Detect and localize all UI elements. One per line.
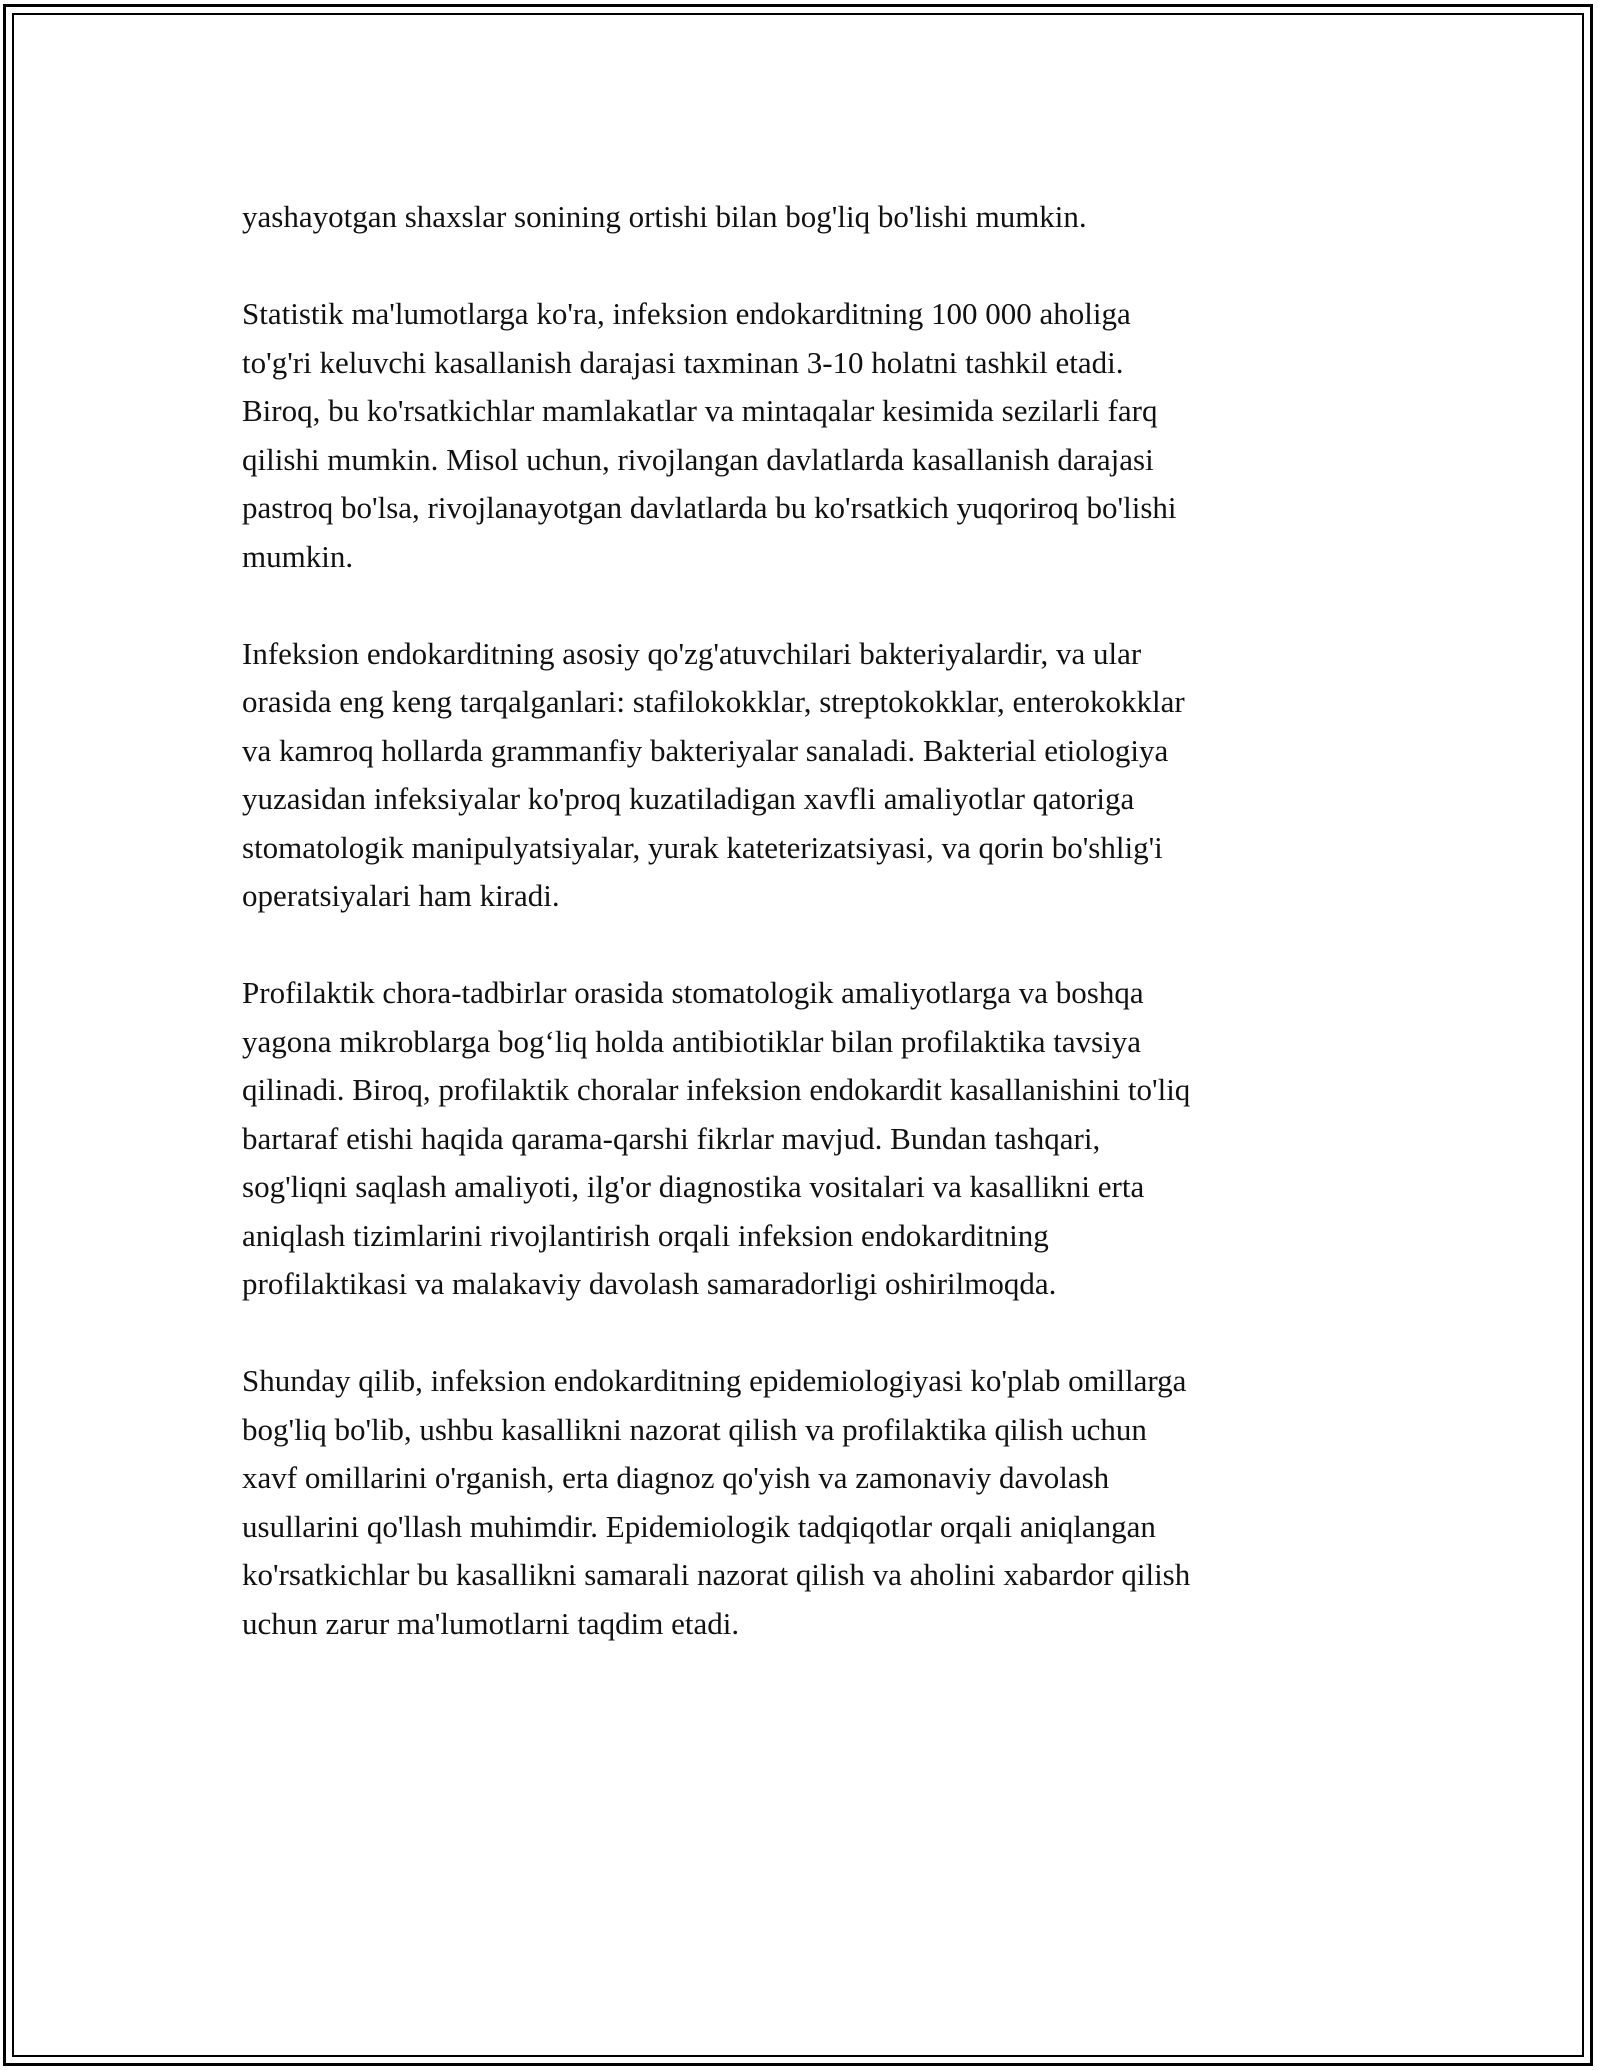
paragraph-5: Shunday qilib, infeksion endokarditning epidemiologiyasi ko'plab omillarga bog'liq bo'lib, ushbu kasallikni nazorat qilish va profilaktika qilish uchun xavf omillarini o'rganish, erta diagnoz qo'yish va zamonaviy davolash usullarini qo'llash muhimdir. Epidemiologik tadqiqotlar orqali aniqlangan ko'rsatkichlar bu kasallikni samarali nazorat qilish va aholini xabardor qilish uchun zarur ma'lumotlarni taqdim etadi. — [242, 1363, 1191, 1641]
paragraph-4: Profilaktik chora-tadbirlar orasida stomatologik amaliyotlarga va boshqa yagona mikroblarga bog‘liq holda antibiotiklar bilan profilaktika tavsiya qilinadi. Biroq, profilaktik choralar infeksion endokardit kasallanishini to'liq bartaraf etishi haqida qarama-qarshi fikrlar mavjud. Bundan tashqari, sog'liqni saqlash amaliyoti, ilg'or diagnostika vositalari va kasallikni erta aniqlash tizimlarini rivojlantirish orqali infeksion endokarditning profilaktikasi va malakaviy davolash samaradorligi oshirilmoqda. — [242, 975, 1191, 1301]
paragraph-1: yashayotgan shaxslar sonining ortishi bilan bog'liq bo'lishi mumkin. — [242, 199, 1087, 234]
paragraph-2: Statistik ma'lumotlarga ko'ra, infeksion endokarditning 100 000 aholiga to'g'ri keluvchi kasallanish darajasi taxminan 3-10 holatni tashkil etadi. Biroq, bu ko'rsatkichlar mamlakatlar va mintaqalar kesimida sezilarli farq qilishi mumkin. Misol uchun, rivojlangan davlatlarda kasallanish darajasi pastroq bo'lsa, rivojlanayotgan davlatlarda bu ko'rsatkich yuqoriroq bo'lishi mumkin. — [242, 296, 1177, 574]
paragraph-3: Infeksion endokarditning asosiy qo'zg'atuvchilari bakteriyalardir, va ular orasida eng keng tarqalganlari: stafilokokklar, streptokokklar, enterokokklar va kamroq hollarda grammanfiy bakteriyalar sanaladi. Bakterial etiologiya yuzasidan infeksiyalar ko'proq kuzatiladigan xavfli amaliyotlar qatoriga stomatologik manipulyatsiyalar, yurak kateterizatsiyasi, va qorin bo'shlig'i operatsiyalari ham kiradi. — [242, 635, 1185, 913]
page-frame — [3, 4, 1593, 2066]
document-body — [242, 193, 1372, 1697]
